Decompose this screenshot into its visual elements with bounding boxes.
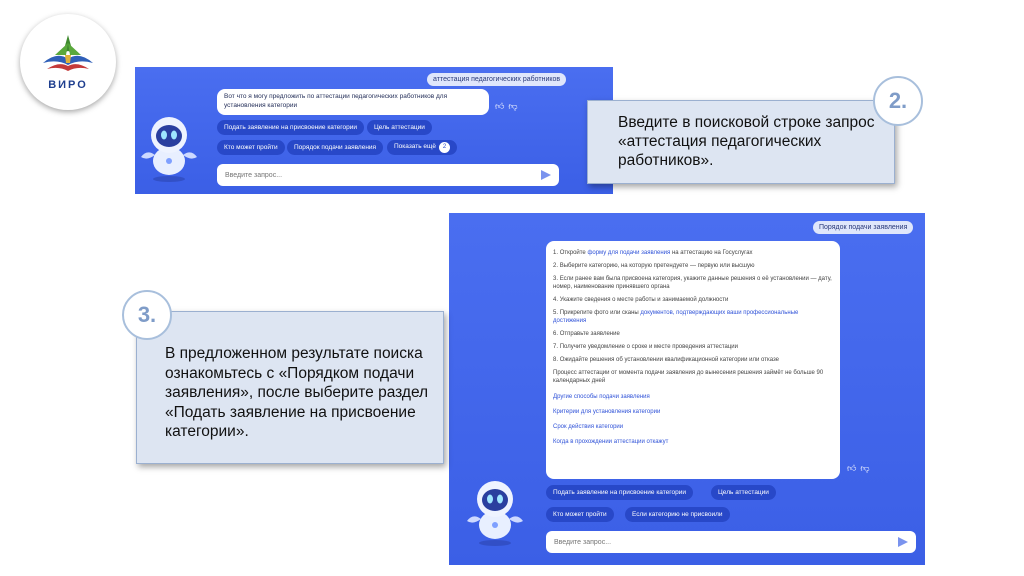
link-other-ways[interactable]: Другие способы подачи заявления (553, 394, 650, 400)
logo-text: ВИРО (48, 79, 88, 91)
step-item: 7. Получите уведомление о сроке и месте проведения аттестации (553, 344, 738, 350)
thumb-up-icon[interactable]: 👍︎ (495, 101, 505, 111)
thumb-down-icon[interactable]: 👎︎ (860, 463, 870, 473)
search-input[interactable] (554, 539, 898, 546)
user-query-bubble: аттестация педагогических работников (427, 73, 566, 86)
step-link[interactable]: форму для подачи заявления (587, 250, 671, 256)
chat-screenshot-search (135, 67, 613, 194)
show-more-count: 2 (439, 142, 450, 153)
step-item: 4. Укажите сведения о месте работы и занимаемой должности (553, 297, 729, 303)
viro-logo (20, 14, 116, 110)
search-input[interactable] (225, 172, 541, 179)
callout-step-2-text: Введите в поисковой строке запрос «аттестация педагогических работников». (618, 114, 875, 169)
robot-assistant-icon (463, 475, 527, 547)
chip-show-more-label: Показать ещё (394, 143, 437, 150)
bot-answer-bubble (546, 241, 840, 479)
chip-who-can-pass[interactable]: Кто может пройти (546, 507, 614, 522)
feedback-icons (847, 463, 870, 474)
bot-message-text: Вот что я могу предложить по аттестации педагогических работников для установления категории (224, 93, 448, 109)
logo-leaves-icon (37, 33, 99, 77)
link-refusal[interactable]: Когда в прохождении аттестации откажут (553, 439, 669, 445)
step-item: 5. Прикрепите фото или сканы документов, подтверждающих ваши профессиональные достижения (553, 310, 799, 324)
step-item: 1. Откройте форму для подачи заявления на аттестацию на Госуслугах (553, 250, 753, 256)
callout-step-3-text: В предложенном результате поиска ознакомьтесь с «Порядком подачи заявления», после выберите раздел «Подать заявление на присвоение категории». (165, 345, 429, 440)
chip-not-assigned[interactable]: Если категорию не присвоили (625, 507, 730, 522)
link-validity[interactable]: Срок действия категории (553, 424, 624, 430)
duration-note: Процесс аттестации от момента подачи заявления до вынесения решения займёт не больше 90 календарных дней (553, 370, 824, 384)
link-criteria[interactable]: Критерии для установления категории (553, 409, 661, 415)
chip-who-can-pass[interactable]: Кто может пройти (217, 140, 285, 155)
chip-attestation-goal[interactable]: Цель аттестации (711, 485, 776, 500)
step-link[interactable]: документов, подтверждающих ваши профессиональные достижения (553, 310, 799, 324)
step-item: 3. Если ранее вам была присвоена категория, укажите данные решения о её установлении — дату, номер, наименование принявшего органа (553, 276, 832, 290)
steps-list (553, 249, 833, 364)
chip-submit-application[interactable]: Подать заявление на присвоение категории (217, 120, 364, 135)
user-query-bubble: Порядок подачи заявления (813, 221, 913, 234)
chip-attestation-goal[interactable]: Цель аттестации (367, 120, 432, 135)
send-icon[interactable] (898, 537, 908, 547)
search-bar[interactable] (217, 164, 559, 186)
feedback-icons (495, 101, 518, 112)
callout-step-3 (136, 311, 444, 464)
thumb-up-icon[interactable]: 👍︎ (847, 463, 857, 473)
chip-show-more[interactable] (387, 140, 457, 155)
bot-message-bubble (217, 89, 489, 115)
send-icon[interactable] (541, 170, 551, 180)
step-number-3: 3. (122, 290, 172, 340)
step-item: 6. Отправьте заявление (553, 331, 620, 337)
robot-assistant-icon (137, 111, 201, 183)
chip-submit-application[interactable]: Подать заявление на присвоение категории (546, 485, 693, 500)
chip-application-order[interactable]: Порядок подачи заявления (287, 140, 383, 155)
chat-screenshot-order (449, 213, 925, 565)
step-item: 2. Выберите категорию, на которую претендуете — первую или высшую (553, 263, 755, 269)
search-bar[interactable] (546, 531, 916, 553)
callout-step-2 (587, 100, 895, 184)
thumb-down-icon[interactable]: 👎︎ (508, 101, 518, 111)
step-item: 8. Ожидайте решения об установлении квалификационной категории или отказе (553, 357, 779, 363)
step-number-2: 2. (873, 76, 923, 126)
